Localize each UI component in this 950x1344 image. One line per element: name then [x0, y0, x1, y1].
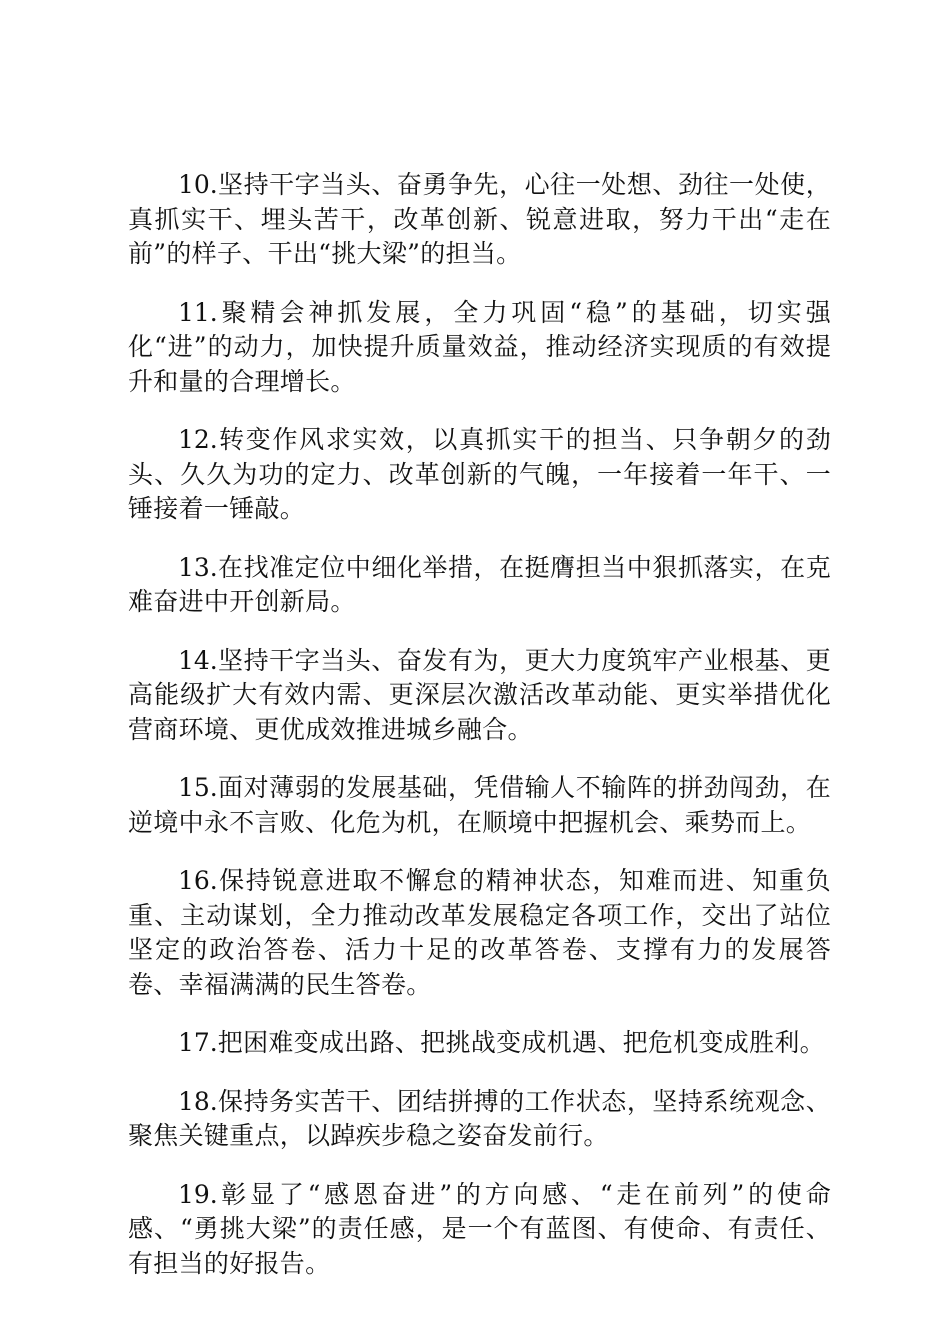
item-text: 坚持干字当头、奋勇争先，心往一处想、劲往一处使，真抓实干、埋头苦干，改革创新、锐意进取，努力干出“走在前”的样子、干出“挑大梁”的担当。 — [128, 170, 831, 268]
item-text: 彰显了“感恩奋进”的方向感、“走在前列”的使命感、“勇挑大梁”的责任感，是一个有蓝图、有使命、有责任、有担当的好报告。 — [128, 1179, 831, 1278]
item-number: 19. — [178, 1179, 218, 1209]
item-number: 16. — [178, 866, 218, 895]
item-text: 面对薄弱的发展基础，凭借输人不输阵的拼劲闯劲，在逆境中永不言败、化危为机，在顺境中把握机会、乘势而上。 — [128, 773, 831, 837]
paragraph-15 — [128, 771, 831, 840]
paragraph-16 — [128, 864, 831, 1002]
paragraph-13 — [128, 551, 831, 620]
item-number: 15. — [178, 773, 218, 802]
item-text: 保持锐意进取不懈怠的精神状态，知难而进、知重负重、主动谋划，全力推动改革发展稳定各项工作，交出了站位坚定的政治答卷、活力十足的改革答卷、支撑有力的发展答卷、幸福满满的民生答卷。 — [128, 866, 831, 999]
paragraph-18 — [128, 1085, 831, 1154]
item-number: 12. — [178, 425, 218, 454]
item-text: 保持务实苦干、团结拼搏的工作状态，坚持系统观念、聚焦关键重点，以踔疾步稳之姿奋发前行。 — [128, 1086, 831, 1150]
paragraph-17 — [128, 1026, 831, 1061]
item-text: 坚持干字当头、奋发有为，更大力度筑牢产业根基、更高能级扩大有效内需、更深层次激活改革动能、更实举措优化营商环境、更优成效推进城乡融合。 — [128, 645, 831, 744]
item-number: 13. — [178, 552, 218, 582]
item-number: 14. — [178, 645, 218, 675]
item-text: 聚精会神抓发展，全力巩固“稳”的基础，切实强化“进”的动力，加快提升质量效益，推动经济实现质的有效提升和量的合理增长。 — [128, 297, 831, 396]
item-text: 转变作风求实效，以真抓实干的担当、只争朝夕的劲头、久久为功的定力、改革创新的气魄，一年接着一年干、一锤接着一锤敲。 — [128, 425, 831, 523]
item-number: 18. — [178, 1086, 218, 1116]
item-text: 把困难变成出路、把挑战变成机遇、把危机变成胜利。 — [217, 1028, 825, 1057]
paragraph-12 — [128, 423, 831, 527]
item-number: 17. — [178, 1028, 218, 1057]
paragraph-11 — [128, 296, 831, 400]
document-body — [128, 168, 831, 1305]
item-number: 11. — [178, 297, 218, 327]
item-text: 在找准定位中细化举措，在挺膺担当中狠抓落实，在克难奋进中开创新局。 — [128, 552, 831, 616]
paragraph-19 — [128, 1178, 831, 1282]
paragraph-10 — [128, 168, 831, 272]
item-number: 10. — [178, 170, 218, 199]
paragraph-14 — [128, 644, 831, 748]
